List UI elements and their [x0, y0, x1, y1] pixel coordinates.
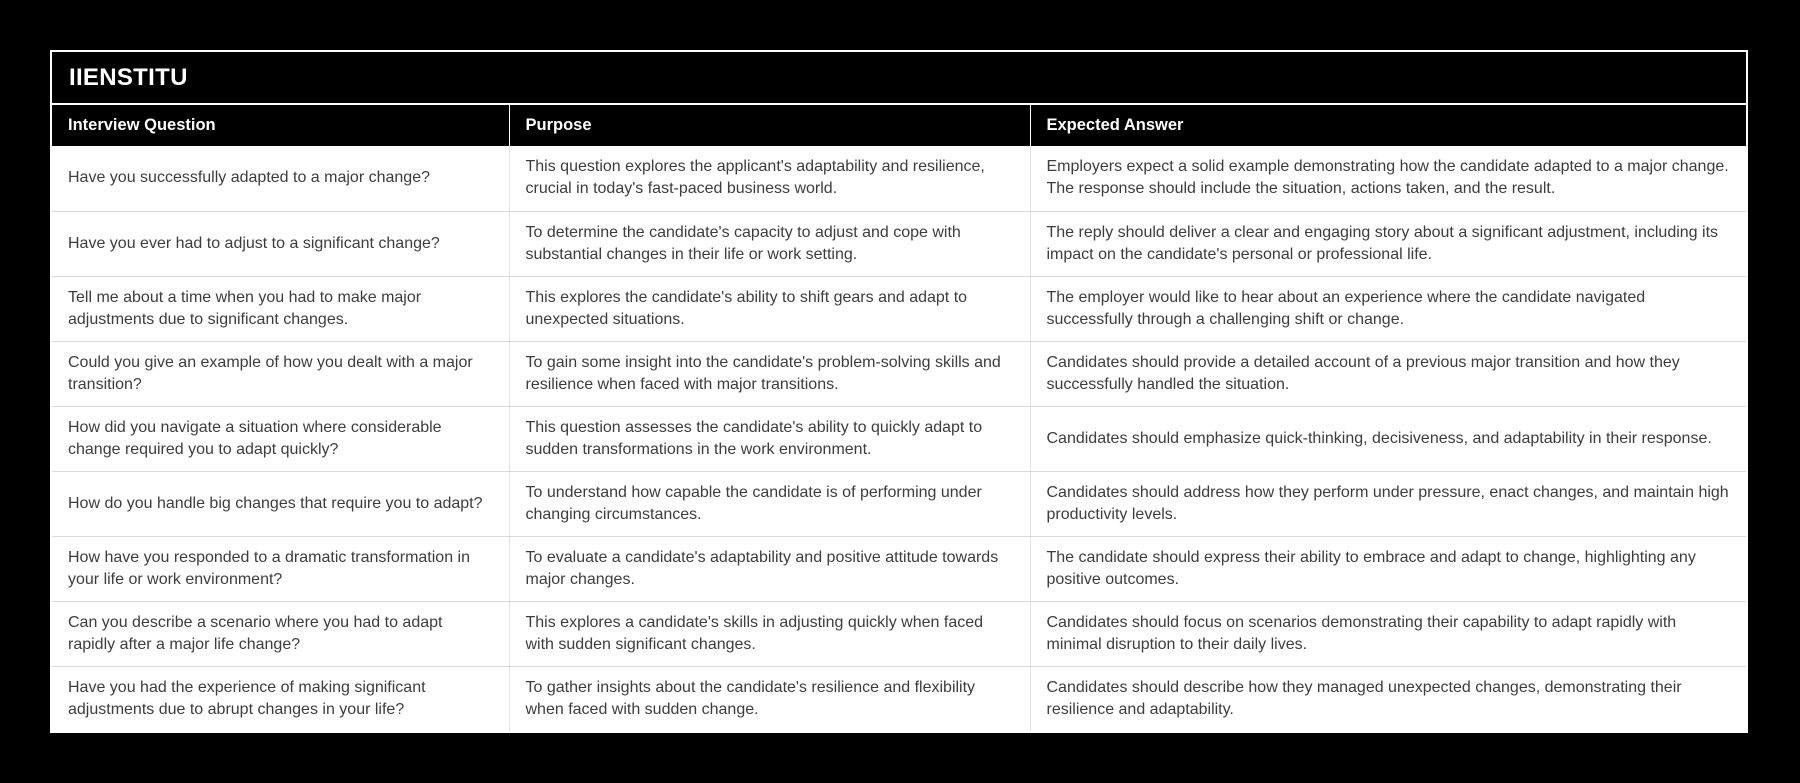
- purpose-cell: This question explores the applicant's adaptability and resilience, crucial in today's fast-paced business world.: [509, 146, 1030, 211]
- purpose-cell: This explores the candidate's ability to shift gears and adapt to unexpected situations.: [509, 276, 1030, 341]
- purpose-cell: To evaluate a candidate's adaptability and positive attitude towards major changes.: [509, 536, 1030, 601]
- interview-questions-table: [52, 105, 1746, 731]
- question-cell: Can you describe a scenario where you had to adapt rapidly after a major life change?: [52, 601, 509, 666]
- table-card: [50, 50, 1748, 733]
- expected-answer-cell: Candidates should describe how they managed unexpected changes, demonstrating their resilience and adaptability.: [1030, 666, 1746, 731]
- question-cell: Have you successfully adapted to a major change?: [52, 146, 509, 211]
- question-cell: Tell me about a time when you had to make major adjustments due to significant changes.: [52, 276, 509, 341]
- table-row: [52, 536, 1746, 601]
- question-cell: How have you responded to a dramatic transformation in your life or work environment?: [52, 536, 509, 601]
- column-header-expected-answer: Expected Answer: [1030, 105, 1746, 146]
- table-row: [52, 471, 1746, 536]
- question-cell: Could you give an example of how you dealt with a major transition?: [52, 341, 509, 406]
- purpose-cell: To gather insights about the candidate's resilience and flexibility when faced with sudden change.: [509, 666, 1030, 731]
- purpose-cell: This explores a candidate's skills in adjusting quickly when faced with sudden significant changes.: [509, 601, 1030, 666]
- brand-header: [52, 52, 1746, 105]
- expected-answer-cell: Candidates should provide a detailed account of a previous major transition and how they successfully handled the situation.: [1030, 341, 1746, 406]
- expected-answer-cell: Candidates should focus on scenarios demonstrating their capability to adapt rapidly with minimal disruption to their daily lives.: [1030, 601, 1746, 666]
- expected-answer-cell: Candidates should address how they perform under pressure, enact changes, and maintain high productivity levels.: [1030, 471, 1746, 536]
- column-header-purpose: Purpose: [509, 105, 1030, 146]
- purpose-cell: This question assesses the candidate's ability to quickly adapt to sudden transformations in the work environment.: [509, 406, 1030, 471]
- question-cell: How do you handle big changes that require you to adapt?: [52, 471, 509, 536]
- table-row: [52, 276, 1746, 341]
- table-row: [52, 341, 1746, 406]
- expected-answer-cell: The employer would like to hear about an experience where the candidate navigated successfully through a challenging shift or change.: [1030, 276, 1746, 341]
- table-row: [52, 211, 1746, 276]
- column-header-interview-question: Interview Question: [52, 105, 509, 146]
- question-cell: How did you navigate a situation where considerable change required you to adapt quickly?: [52, 406, 509, 471]
- table-row: [52, 666, 1746, 731]
- expected-answer-cell: Employers expect a solid example demonstrating how the candidate adapted to a major change. The response should include the situation, actions taken, and the result.: [1030, 146, 1746, 211]
- purpose-cell: To gain some insight into the candidate's problem-solving skills and resilience when faced with major transitions.: [509, 341, 1030, 406]
- expected-answer-cell: Candidates should emphasize quick-thinking, decisiveness, and adaptability in their response.: [1030, 406, 1746, 471]
- question-cell: Have you ever had to adjust to a significant change?: [52, 211, 509, 276]
- table-row: [52, 146, 1746, 211]
- expected-answer-cell: The candidate should express their ability to embrace and adapt to change, highlighting any positive outcomes.: [1030, 536, 1746, 601]
- expected-answer-cell: The reply should deliver a clear and engaging story about a significant adjustment, including its impact on the candidate's personal or professional life.: [1030, 211, 1746, 276]
- question-cell: Have you had the experience of making significant adjustments due to abrupt changes in your life?: [52, 666, 509, 731]
- brand-title: IIENSTITU: [69, 63, 188, 91]
- table-header-row: [52, 105, 1746, 146]
- purpose-cell: To understand how capable the candidate is of performing under changing circumstances.: [509, 471, 1030, 536]
- table-row: [52, 406, 1746, 471]
- table-row: [52, 601, 1746, 666]
- purpose-cell: To determine the candidate's capacity to adjust and cope with substantial changes in their life or work setting.: [509, 211, 1030, 276]
